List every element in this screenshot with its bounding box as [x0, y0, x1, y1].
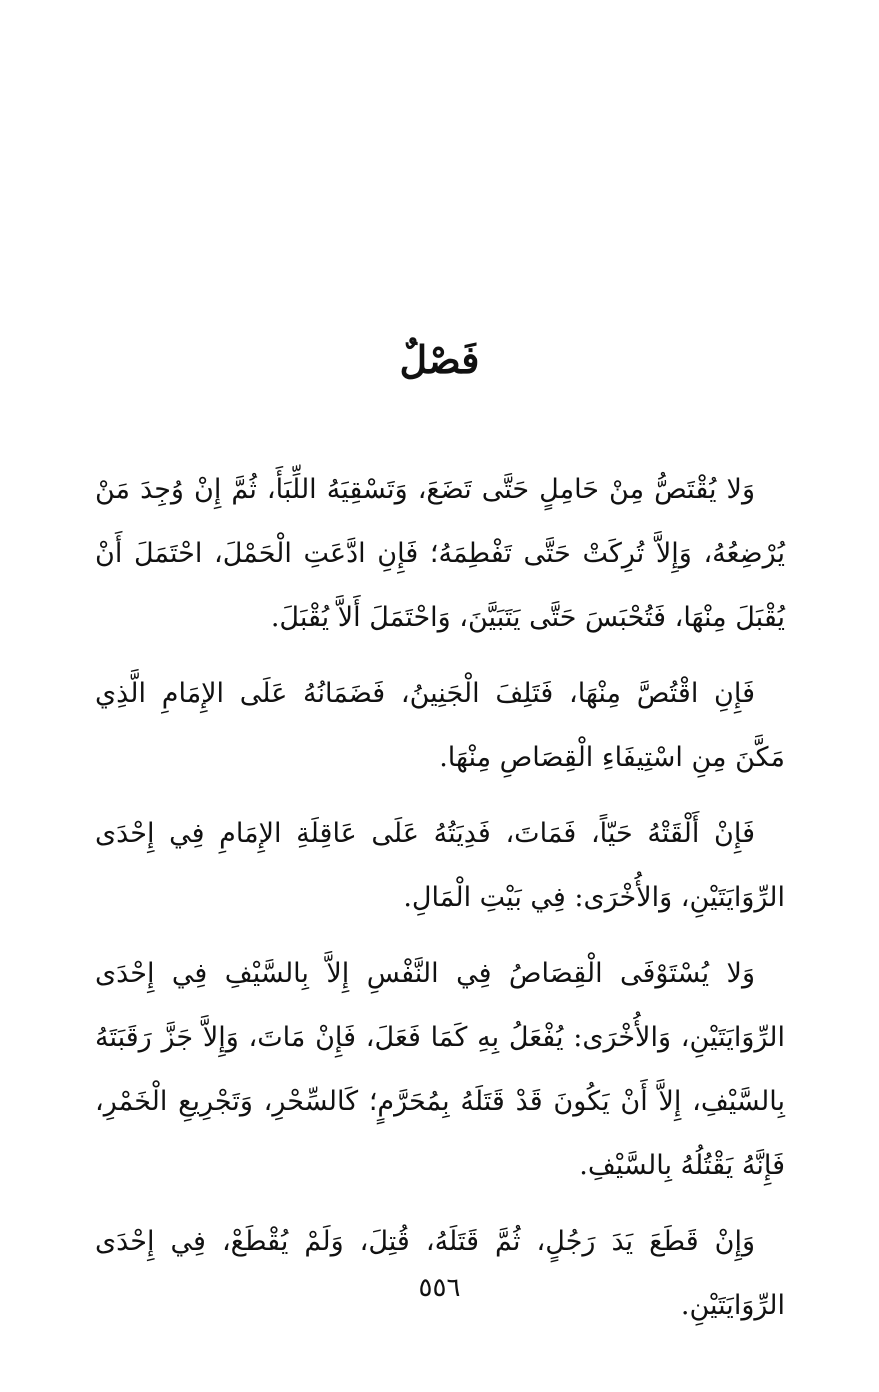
page-number: ٥٥٦: [418, 1273, 461, 1303]
paragraph-1: وَلا يُقْتَصُّ مِنْ حَامِلٍ حَتَّى تَضَعَ، وَتَسْقِيَهُ اللِّبَأَ، ثُمَّ إِنْ وُجِدَ مَنْ يُرْضِعُهُ، وَإِلاَّ تُرِكَتْ حَتَّى تَفْطِمَهُ؛ فَإِنِ ادَّعَتِ الْحَمْلَ، احْتَمَلَ أَنْ يُقْبَلَ مِنْهَا، فَتُحْبَسَ حَتَّى يَتَبَيَّنَ، وَاحْتَمَلَ أَلاَّ يُقْبَلَ.: [95, 474, 785, 633]
paragraph-2: فَإِنِ اقْتُصَّ مِنْهَا، فَتَلِفَ الْجَنِينُ، فَضَمَانُهُ عَلَى الإِمَامِ الَّذِي مَكَّنَ مِنِ اسْتِيفَاءِ الْقِصَاصِ مِنْهَا.: [95, 678, 785, 773]
body-text: [95, 458, 785, 1350]
section-heading: فَصْلٌ: [399, 337, 480, 382]
paragraph-4: وَلا يُسْتَوْفَى الْقِصَاصُ فِي النَّفْسِ إِلاَّ بِالسَّيْفِ فِي إِحْدَى الرِّوَايَتَيْنِ، وَالأُخْرَى: يُفْعَلُ بِهِ كَمَا فَعَلَ، فَإِنْ مَاتَ، وَإِلاَّ جَزَّ رَقَبَتَهُ بِالسَّيْفِ، إِلاَّ أَنْ يَكُونَ قَدْ قَتَلَهُ بِمُحَرَّمٍ؛ كَالسِّحْرِ، وَتَجْرِيعِ الْخَمْرِ، فَإِنَّهُ يَقْتُلُهُ بِالسَّيْفِ.: [95, 958, 785, 1181]
paragraph-3: فَإِنْ أَلْقَتْهُ حَيّاً، فَمَاتَ، فَدِيَتُهُ عَلَى عَاقِلَةِ الإِمَامِ فِي إِحْدَى الرِّوَايَتَيْنِ، وَالأُخْرَى: فِي بَيْتِ الْمَالِ.: [95, 818, 785, 913]
paragraph-5: وَإِنْ قَطَعَ يَدَ رَجُلٍ، ثُمَّ قَتَلَهُ، قُتِلَ، وَلَمْ يُقْطَعْ، فِي إِحْدَى الرِّوَايَتَيْنِ.: [95, 1226, 785, 1321]
